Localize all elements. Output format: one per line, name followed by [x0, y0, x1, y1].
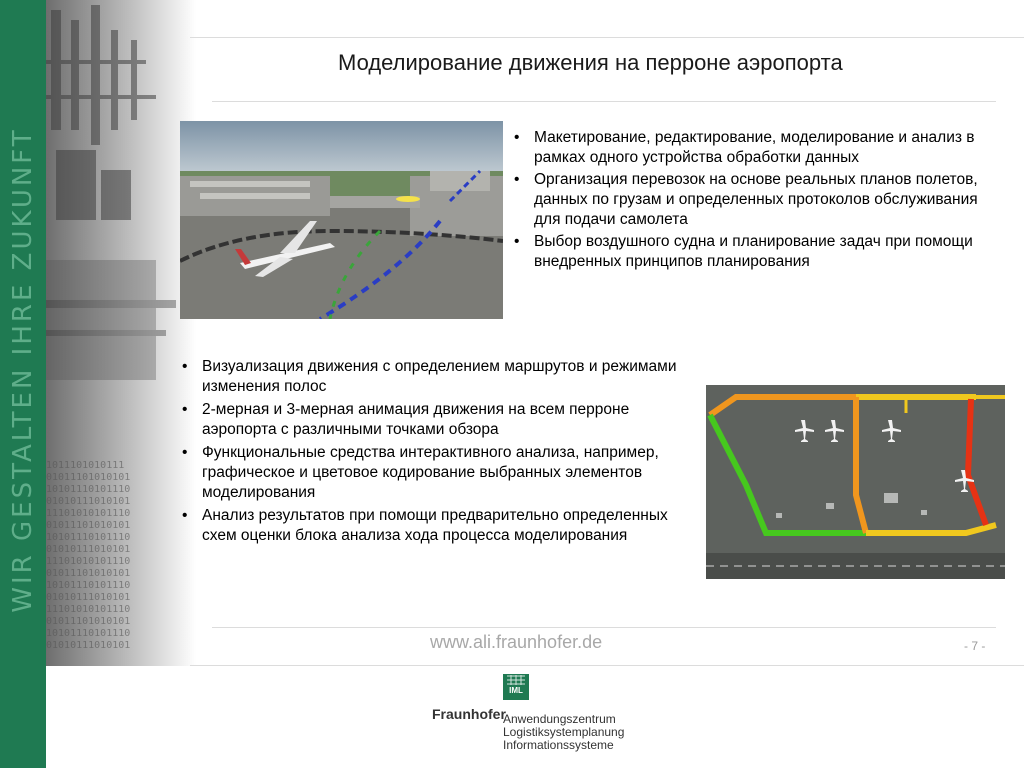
list-item: [180, 357, 690, 397]
list-item: [180, 506, 690, 546]
binary-line: 01010111010101: [46, 640, 131, 651]
bullet-marker: •: [182, 507, 188, 524]
logo-subtitle-line: Logistiksystemplanung: [503, 725, 625, 739]
slide-title: Моделирование движения на перроне аэропорта: [338, 50, 843, 75]
vertical-banner-text: WIR GESTALTEN IHRE ZUKUNFT: [8, 127, 38, 613]
iml-logo-icon: [503, 674, 529, 700]
bottom-bullet-list: [180, 357, 690, 546]
logo-grid-icon: [503, 674, 529, 686]
logo-subtitle-line: Anwendungszentrum: [503, 712, 616, 726]
binary-line: 10101110101110: [46, 580, 131, 591]
bullet-marker: •: [182, 358, 188, 375]
list-item-text: Функциональные средства интерактивного анализа, например, графическое и цветовое кодирование выбранных элементов моделирования: [202, 444, 659, 501]
bullet-marker: •: [514, 233, 520, 250]
list-item-text: Визуализация движения с определением маршрутов и режимами изменения полос: [202, 358, 677, 395]
binary-line: 10101110101110: [46, 628, 131, 639]
airport-3d-animation-image: [180, 121, 503, 319]
list-item: [180, 400, 690, 440]
logo-badge-text: IML: [509, 686, 523, 695]
binary-line: 01010111010101: [46, 496, 131, 507]
list-item-text: 2-мерная и 3-мерная анимация движения на всем перроне аэропорта с различными точками обзора: [202, 401, 630, 438]
top-bullet-list: [512, 128, 1002, 272]
footer-url-link[interactable]: www.ali.fraunhofer.de: [430, 632, 603, 652]
list-item: [512, 170, 1002, 230]
binary-line: 11101010101110: [46, 604, 131, 615]
list-item-text: Макетирование, редактирование, моделирование и анализ в рамках одного устройства обработки данных: [534, 129, 975, 166]
list-item-text: Выбор воздушного судна и планирование задач при помощи внедренных принципов планирования: [534, 233, 973, 270]
footer-bottom-rule: [190, 665, 1024, 666]
binary-line: 11101010101110: [46, 508, 131, 519]
bullet-marker: •: [514, 171, 520, 188]
binary-line: 01010111010101: [46, 544, 131, 555]
logo-subtitle: [503, 713, 624, 752]
bullet-marker: •: [182, 444, 188, 461]
header-top-rule: [190, 37, 1024, 38]
binary-line: 01010111010101: [46, 592, 131, 603]
binary-line: 10101110101110: [46, 484, 131, 495]
binary-line: 11101010101110: [46, 556, 131, 567]
binary-line: 10101110101110: [46, 532, 131, 543]
logo-subtitle-line: Informationssysteme: [503, 738, 614, 752]
header-bottom-rule: [212, 101, 996, 102]
binary-line: 01011101010101: [46, 568, 131, 579]
list-item: [512, 232, 1002, 272]
list-item: [512, 128, 1002, 168]
page-number: - 7 -: [964, 639, 986, 653]
binary-line: 01011101010101: [46, 472, 131, 483]
list-item: [180, 443, 690, 503]
list-item-text: Анализ результатов при помощи предварительно определенных схем оценки блока анализа хода процесса моделирования: [202, 507, 668, 544]
binary-line: 01011101010101: [46, 616, 131, 627]
vertical-banner: [4, 80, 42, 660]
fraunhofer-logo-text: Fraunhofer: [432, 706, 506, 722]
footer-top-rule: [212, 627, 996, 628]
apron-2d-route-map-image: [706, 385, 1005, 579]
binary-line: 1011101010111: [46, 460, 125, 471]
binary-line: 01011101010101: [46, 520, 131, 531]
bullet-marker: •: [182, 401, 188, 418]
list-item-text: Организация перевозок на основе реальных планов полетов, данных по грузам и определенных протоколов обслуживания для подачи самолета: [534, 171, 978, 228]
bullet-marker: •: [514, 129, 520, 146]
binary-code-pattern: [46, 460, 196, 670]
